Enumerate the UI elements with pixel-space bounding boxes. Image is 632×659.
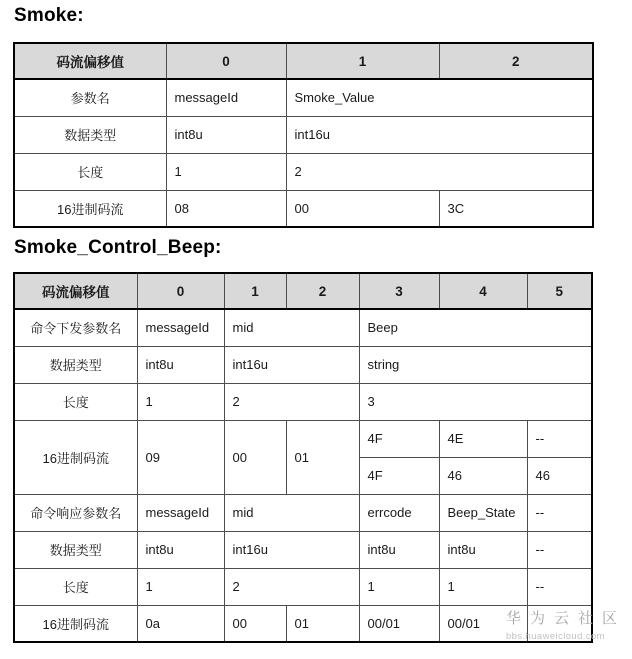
t2-resp-length-c3: 1	[359, 568, 439, 605]
t2-resp-dtype-c12: int16u	[224, 531, 359, 568]
t2-resp-dtype-c4: int8u	[439, 531, 527, 568]
t2-resp-dtype-c0: int8u	[137, 531, 224, 568]
t2-cmd-hex-r2c4: 46	[439, 457, 527, 494]
t2-resp-param-label: 命令响应参数名	[14, 494, 137, 531]
t1-hex-label: 16进制码流	[14, 190, 166, 227]
t2-cmd-hex-c0: 09	[137, 420, 224, 494]
t2-resp-param-c5: --	[527, 494, 592, 531]
t2-row-cmd-dtype	[14, 346, 592, 383]
watermark-url-text: bbs.huaweicloud.com	[506, 631, 605, 642]
t2-resp-param-c12: mid	[224, 494, 359, 531]
t2-cmd-dtype-c0: int8u	[137, 346, 224, 383]
t1-row-hex	[14, 190, 593, 227]
t2-header-col5: 5	[527, 273, 592, 309]
smoke-control-beep-table	[13, 272, 593, 643]
t1-dtype-c0: int8u	[166, 116, 286, 153]
t1-param-c0: messageId	[166, 79, 286, 116]
t2-header-col1: 1	[224, 273, 286, 309]
t2-resp-hex-c2: 01	[286, 605, 359, 642]
t2-resp-dtype-c3: int8u	[359, 531, 439, 568]
t1-row-param	[14, 79, 593, 116]
t2-resp-hex-label: 16进制码流	[14, 605, 137, 642]
t2-cmd-hex-label: 16进制码流	[14, 420, 137, 494]
t2-header-col3: 3	[359, 273, 439, 309]
t1-header-col2: 2	[439, 43, 593, 79]
t2-row-resp-dtype	[14, 531, 592, 568]
t2-cmd-param-c0: messageId	[137, 309, 224, 346]
t2-cmd-param-c12: mid	[224, 309, 359, 346]
t2-row-resp-length	[14, 568, 592, 605]
smoke-section-title: Smoke:	[14, 5, 84, 26]
smoke-control-beep-section-title: Smoke_Control_Beep:	[14, 237, 222, 258]
t2-cmd-length-c0: 1	[137, 383, 224, 420]
t2-resp-length-c12: 2	[224, 568, 359, 605]
t1-header-col1: 1	[286, 43, 439, 79]
t1-row-length	[14, 153, 593, 190]
t2-resp-length-label: 长度	[14, 568, 137, 605]
t2-row-resp-param	[14, 494, 592, 531]
t2-cmd-hex-r1c3: 4F	[359, 420, 439, 457]
t2-cmd-hex-c1: 00	[224, 420, 286, 494]
t2-header-row	[14, 273, 592, 309]
t2-resp-hex-c3: 00/01	[359, 605, 439, 642]
watermark-community-text: 华为云社区	[506, 610, 627, 627]
t1-hex-c1: 00	[286, 190, 439, 227]
t1-dtype-label: 数据类型	[14, 116, 166, 153]
t2-header-col4: 4	[439, 273, 527, 309]
t2-resp-length-c4: 1	[439, 568, 527, 605]
smoke-table	[13, 42, 594, 228]
t2-cmd-length-label: 长度	[14, 383, 137, 420]
t2-resp-hex-c1: 00	[224, 605, 286, 642]
t1-row-dtype	[14, 116, 593, 153]
t2-cmd-hex-r1c4: 4E	[439, 420, 527, 457]
t1-header-row	[14, 43, 593, 79]
t2-cmd-length-c345: 3	[359, 383, 592, 420]
t2-header-col0: 0	[137, 273, 224, 309]
t2-resp-hex-c4: 00/01	[439, 605, 527, 642]
t1-param-label: 参数名	[14, 79, 166, 116]
t2-row-resp-hex	[14, 605, 592, 642]
t1-header-offset: 码流偏移值	[14, 43, 166, 79]
t2-header-col2: 2	[286, 273, 359, 309]
t1-length-label: 长度	[14, 153, 166, 190]
t2-cmd-dtype-label: 数据类型	[14, 346, 137, 383]
t2-row-cmd-length	[14, 383, 592, 420]
t2-cmd-hex-r1c5: --	[527, 420, 592, 457]
t1-hex-c0: 08	[166, 190, 286, 227]
t1-hex-c2: 3C	[439, 190, 593, 227]
t1-param-c12: Smoke_Value	[286, 79, 593, 116]
t2-resp-param-c4: Beep_State	[439, 494, 527, 531]
t2-cmd-hex-r2c5: 46	[527, 457, 592, 494]
t1-length-c12: 2	[286, 153, 593, 190]
t2-header-offset: 码流偏移值	[14, 273, 137, 309]
t2-cmd-dtype-c345: string	[359, 346, 592, 383]
t2-resp-param-c3: errcode	[359, 494, 439, 531]
t2-resp-length-c0: 1	[137, 568, 224, 605]
t1-dtype-c12: int16u	[286, 116, 593, 153]
t2-resp-hex-c0: 0a	[137, 605, 224, 642]
t2-resp-param-c0: messageId	[137, 494, 224, 531]
t2-cmd-length-c12: 2	[224, 383, 359, 420]
t2-cmd-param-label: 命令下发参数名	[14, 309, 137, 346]
t2-resp-length-c5: --	[527, 568, 592, 605]
t2-resp-dtype-label: 数据类型	[14, 531, 137, 568]
t2-cmd-dtype-c12: int16u	[224, 346, 359, 383]
t2-cmd-param-c345: Beep	[359, 309, 592, 346]
t2-cmd-hex-c2: 01	[286, 420, 359, 494]
t2-resp-dtype-c5: --	[527, 531, 592, 568]
t1-length-c0: 1	[166, 153, 286, 190]
t2-row-cmd-hex-1	[14, 420, 592, 457]
t2-cmd-hex-r2c3: 4F	[359, 457, 439, 494]
t1-header-col0: 0	[166, 43, 286, 79]
t2-row-cmd-param	[14, 309, 592, 346]
t2-resp-hex-c5	[527, 605, 592, 642]
